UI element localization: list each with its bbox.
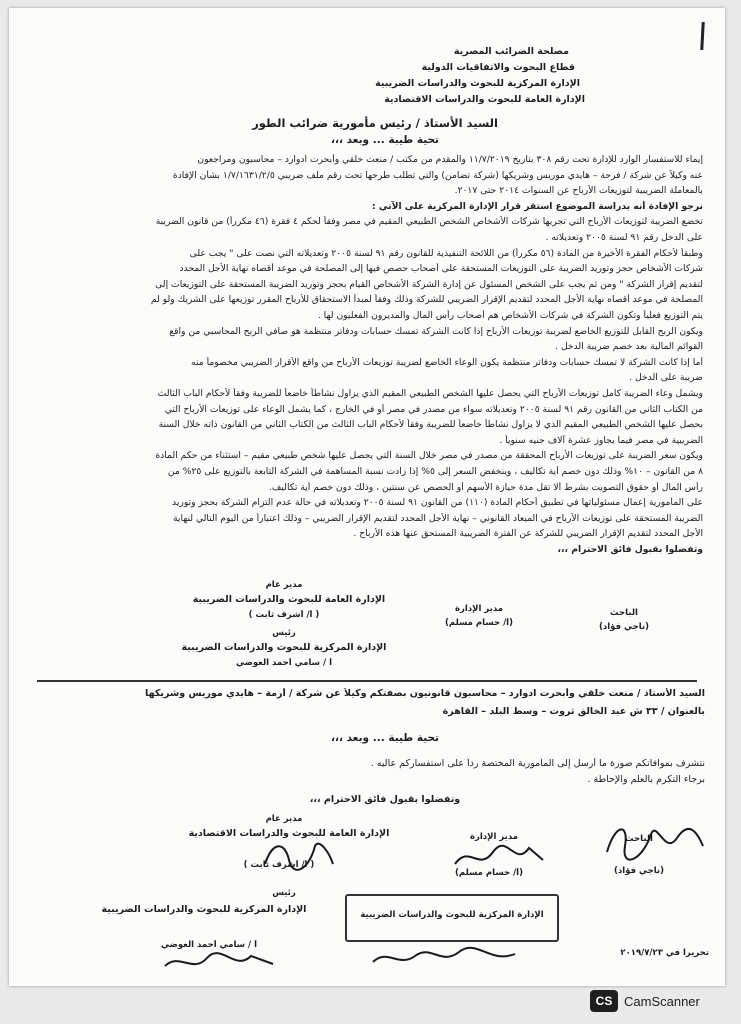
official-stamp xyxy=(345,894,559,942)
section-divider xyxy=(37,680,697,682)
manager-role-1: مدير الإدارة xyxy=(454,604,504,614)
researcher-name-1: (ناجي فؤاد) xyxy=(598,622,649,632)
closing-dept-1: الإدارة العامة للبحوث والدراسات الضريبية xyxy=(192,594,386,605)
body-line: الضريبة المستحقة على توزيعات الأرباح في الميعاد القانوني – نهاية الأجل المحدد لتقديم الإقرار الضريبي – وذلك اعتباراً من اليوم التالي لنهاية xyxy=(172,512,703,524)
greeting-2: تحية طيبة ... وبعد ،،، xyxy=(330,732,439,744)
body-line: وتفضلوا بقبول فائق الاحترام ،،، xyxy=(557,544,703,555)
body-line: من الكتاب الثاني من القانون رقم ٩١ لسنة ٢٠٠٥ وتعديلاته سواء من مصدر في مصر أو في الخارج ، كما يشمل الوعاء على توزيعات الأرباح التي xyxy=(164,403,703,415)
body-line: الأجل المحدد لتقديم الإقرار الضريبي للشركة عن الفترة الضريبية المستحق عنها هذه الأرباح . xyxy=(353,528,703,540)
body-line: وطبقاً لأحكام الفقرة الأخيرة من المادة (٥٦ مكرراً) من اللائحة التنفيذية للقانون رقم ٩١ لسنة ٢٠٠٥ وتعديلاته التي نصت على " يجب على xyxy=(189,247,703,259)
body-line: على الدخل رقم ٩١ لسنة ٢٠٠٥ وتعديلاته . xyxy=(545,232,703,243)
researcher-role-1: الباحث xyxy=(610,608,638,618)
manager-signature xyxy=(449,838,549,878)
director-signature xyxy=(259,834,339,874)
body-line: عنه وكيلاً عن شركة / فرحة – هايدي موريس وشريكها (شركة تضامن) والتي تطلب طرحها تحت رقم ملف ضريبي ١/٧/١٦٣١/٢/٥ بشأن الإفادة xyxy=(172,169,703,181)
greeting: تحية طيبة ... وبعد ،،، xyxy=(330,134,439,146)
stamp-text: الإدارة المركزية للبحوث والدراسات الضريبية xyxy=(360,910,544,920)
stamp-signature xyxy=(369,944,519,972)
body-line: ويكون سعر الضريبة على توزيعات الأرباح المحققة من مصدر في مصر خلال السنة التي يحصل عليها شخص طبيعي مقيم – استثناء من حكم المادة xyxy=(155,450,703,462)
head-title-2: رئيس xyxy=(272,888,296,898)
body-line: أما إذا كانت الشركة لا تمسك حسابات ودفاتر منتظمة يكون الوعاء الخاضع لضريبة توزيعات الأرباح من واقع الأقرار الضريبي مخصوماً منه xyxy=(191,356,703,368)
addressee: السيد الأستاذ / رئيس مأمورية ضرائب الطور xyxy=(252,116,498,130)
addressee-2-line-1: السيد الأستاذ / منعت خلقي وأبحرت ادوارد – محاسبون قانونيون بصفتكم وكيلاً عن شركة / أرمة – هايدي موريس وشريكها xyxy=(145,688,705,699)
addressee-2-line-2: بالعنوان / ٣٣ ش عبد الخالق ثروت – وسط البلد – القاهرة xyxy=(442,706,705,717)
researcher-name-2: (ناجي فؤاد) xyxy=(613,866,664,876)
date-written: تحريراً في ٢٠١٩/٧/٢٣ xyxy=(620,948,709,958)
closing-title-1: مدير عام xyxy=(265,580,303,590)
researcher-signature xyxy=(599,816,709,866)
closing-title-2: مدير عام xyxy=(265,814,303,824)
head-title-1: رئيس xyxy=(272,628,296,638)
manager-role-2: مدير الإدارة xyxy=(469,832,519,842)
closing-dept-2: الإدارة العامة للبحوث والدراسات الاقتصادية xyxy=(188,828,390,839)
body-line: نرجو الإفادة أنه بدراسة الموضوع استقر قرار الإدارة المركزية على الآتي : xyxy=(371,200,703,212)
camscanner-logo: CS xyxy=(590,990,618,1012)
body-line: تخضع الضريبة لتوزيعات الأرباح التي تجريها شركات الأشخاص الشخص الطبيعي المقيم في مصر وفقاً لحكم ٤ فقرة (٤٦ مكرراً) من قانون الضريبة xyxy=(155,216,703,228)
corner-mark xyxy=(700,22,704,50)
org-line-1: مصلحة الضرائب المصرية xyxy=(453,46,569,57)
body-line: يحصل عليها الشخص الطبيعي المقيم الذي لا يزاول نشاطاً خاضعاً للضريبة وفقاً لأحكام الباب الثالث من الكتاب الثاني من القانون ذاته خلال السنة xyxy=(158,419,703,431)
body-line: ٨ من القانون – ١٠% وذلك دون خصم أية تكاليف ، وينخفض السعر إلى ٥% إذا زادت نسبة المساهمة في الشركة التابعة بالتوزيع على ٢٥% من xyxy=(167,466,703,477)
body-line: ضريبة على الدخل . xyxy=(629,372,703,384)
body-line: الضريبية في مصر فيما يجاوز عشرة آلاف جنيه سنوياً . xyxy=(499,434,703,446)
body-line: يتم التوزيع فعلياً وتكون الشركة في شركات الأشخاص هم أصحاب رأس المال والمديرون الفعليون لها . xyxy=(317,310,703,321)
head-dept-2: الإدارة المركزية للبحوث والدراسات الضريبية xyxy=(101,904,307,915)
body-line: رأس المال أو حقوق التصويت بشرط ألا تقل مدة حيازة الأسهم أو الحصص عن سنتين ، وذلك دون خصم أية تكاليف. xyxy=(268,481,703,493)
body-line: إيماء للاستفسار الوارد للإدارة تحت رقم ٣٠٨ بتاريخ ١١/٧/٢٠١٩ والمقدم من مكتب / منعت خلقي وأبحرت ادوارد – محاسبون ومراجعون xyxy=(197,154,703,165)
body-line: المصلحة في موعد أقصاه نهاية الأجل المحدد لتقديم الإقرار الضريبي للشركة وذلك وفقاً لمبدأ الاستحقاق للأرباح المقرر توزيعها على الشريك ولو لم xyxy=(150,294,703,306)
body-line: على المأمورية إعمال مسئولياتها في تطبيق أحكام المادة (١١٠) من القانون ٩١ لسنة ٢٠٠٥ وتعديلاته في حالة عدم التزام الشركة بحجز وتوريد xyxy=(172,497,703,509)
head-name-1: أ / سامي أحمد العوضي xyxy=(236,658,332,668)
body-2-line-2: برجاء التكرم بالعلم والإحاطة . xyxy=(587,774,705,785)
body-line: لتقديم إقرار الشركة " ومن ثم يجب على الشخص المسئول عن إدارة الشركة الأشخاص القيام بحجز وتوريد الضريبة المستحقة على التوزيعات إلى xyxy=(155,278,703,290)
closing-name-2: ( أ/ أشرف ثابت ) xyxy=(243,860,315,870)
head-name-2: أ / سامي أحمد العوضي xyxy=(161,940,257,950)
body-line: ويشمل وعاء الضريبة كامل توزيعات الأرباح التي يحصل عليها الشخص الطبيعي المقيم الذي يزاول نشاطاً خاضعاً للضريبة وفقاً لأحكام الباب الثالث xyxy=(157,388,703,399)
scanned-document xyxy=(9,8,725,986)
body-line: بالمعاملة الضريبية لتوزيعات الأرباح عن السنوات ٢٠١٤ حتى ٢٠١٧. xyxy=(454,185,703,197)
camscanner-watermark xyxy=(590,988,700,1014)
manager-name-1: (أ/ حسام مسلم) xyxy=(445,618,513,628)
org-line-2: قطاع البحوث والاتفاقيات الدولية xyxy=(421,62,575,73)
head-dept-1: الإدارة المركزية للبحوث والدراسات الضريبية xyxy=(181,642,387,653)
closing-name-1: ( أ/ أشرف ثابت ) xyxy=(248,610,320,620)
researcher-role-2: الباحث xyxy=(625,834,653,844)
body-line: ويكون الربح القابل للتوزيع الخاضع لضريبة توزيعات الأرباح إذا كانت الشركة تمسك حسابات ودفاتر منتظمة هو صافي الربح المحاسبي من واقع xyxy=(169,325,703,337)
body-line: القوائم المالية بعد خصم ضريبة الدخل . xyxy=(555,341,703,353)
body-line: شركات الأشخاص حجز وتوريد الضريبة على التوزيعات المستحقة على أصحاب حصص فيها إلى المصلحة في موعد أقصاه نهاية الأجل المحدد xyxy=(179,263,703,275)
camscanner-brand: CamScanner xyxy=(624,993,700,1009)
head-signature xyxy=(159,948,279,978)
regards-2: وتفضلوا بقبول فائق الاحترام ،،، xyxy=(309,794,461,805)
manager-name-2: (أ/ حسام مسلم) xyxy=(455,868,523,878)
body-2-line-1: نتشرف بموافاتكم صورة ما أرسل إلى المأمورية المختصة رداً على استفساركم عاليه . xyxy=(370,758,705,769)
org-line-3: الإدارة المركزية للبحوث والدراسات الضريبية xyxy=(375,78,580,89)
org-line-4: الإدارة العامة للبحوث والدراسات الاقتصادية xyxy=(384,94,585,105)
